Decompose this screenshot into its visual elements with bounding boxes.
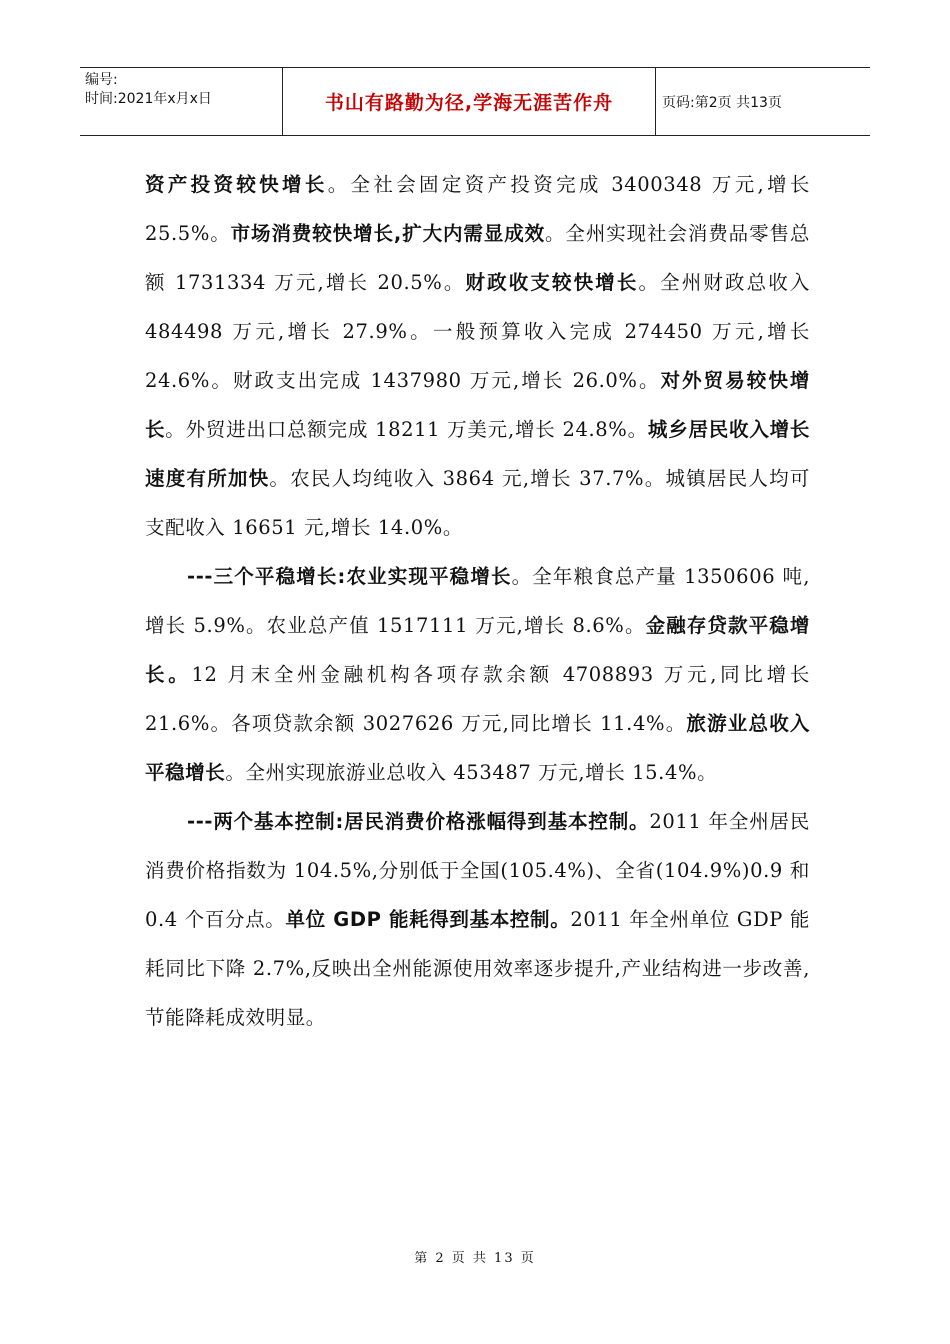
body-text: 。全年粮食总产量 1350606 吨,增长 5.9%。农业总产值 1517111 万元,增长 8.6%。 <box>145 565 810 637</box>
document-header <box>80 67 870 136</box>
paragraph-basic-control <box>145 797 810 1042</box>
bold-heading-text: 金融存贷款平稳增长。 <box>145 614 810 686</box>
page-footer: 第 2 页 共 13 页 <box>414 1251 536 1266</box>
bold-heading-text: 城乡居民收入增长速度有所加快 <box>145 418 810 490</box>
bold-heading-text: 对外贸易较快增长 <box>145 369 811 441</box>
document-number-label: 编号: <box>85 72 118 88</box>
body-text: 。外贸进出口总额完成 18211 万美元,增长 24.8%。 <box>165 418 648 441</box>
header-motto-cell <box>283 68 656 135</box>
bold-heading-text: 单位 GDP 能耗得到基本控制。 <box>285 908 571 931</box>
bold-heading-text: ---三个平稳增长:农业实现平稳增长 <box>187 565 512 588</box>
header-page-cell <box>656 68 870 135</box>
body-text: 。全州财政总收入 484498 万元,增长 27.9%。一般预算收入完成 274450 万元,增长 24.6%。财政支出完成 1437980 万元,增长 26.0%。 <box>145 271 810 392</box>
document-body <box>145 160 810 1042</box>
body-text: 。全社会固定资产投资完成 3400348 万元,增长 25.5%。 <box>145 173 810 245</box>
bold-heading-text: 财政收支较快增长 <box>465 271 639 294</box>
body-text: 2011 年全州单位 GDP 能耗同比下降 2.7%,反映出全州能源使用效率逐步提升,产业结构进一步改善,节能降耗成效明显。 <box>145 908 810 1029</box>
bold-heading-text: ---两个基本控制:居民消费价格涨幅得到基本控制。 <box>187 810 650 833</box>
body-text: 12 月末全州金融机构各项存款余额 4708893 万元,同比增长 21.6%。各项贷款余额 3027626 万元,同比增长 11.4%。 <box>145 663 810 735</box>
bold-heading-text: 资产投资较快增长 <box>145 173 328 196</box>
document-date-label: 时间:2021年x月x日 <box>85 91 212 107</box>
bold-heading-text: 市场消费较快增长,扩大内需显成效 <box>230 222 546 245</box>
header-page-info: 页码:第2页 共13页 <box>662 94 782 111</box>
paragraph-growth <box>145 160 810 552</box>
body-text: 。全州实现社会消费品零售总额 1731334 万元,增长 20.5%。 <box>145 222 810 294</box>
body-text: 2011 年全州居民消费价格指数为 104.5%,分别低于全国(105.4%)、全省(104.9%)0.9 和 0.4 个百分点。 <box>145 810 810 931</box>
body-text: 。农民人均纯收入 3864 元,增长 37.7%。城镇居民人均可支配收入 16651 元,增长 14.0%。 <box>145 467 810 539</box>
paragraph-stable-growth <box>145 552 810 797</box>
header-meta-cell <box>80 68 283 135</box>
header-motto: 书山有路勤为径,学海无涯苦作舟 <box>324 92 614 114</box>
bold-heading-text: 旅游业总收入平稳增长 <box>145 712 810 784</box>
body-text: 。全州实现旅游业总收入 453487 万元,增长 15.4%。 <box>225 761 718 784</box>
